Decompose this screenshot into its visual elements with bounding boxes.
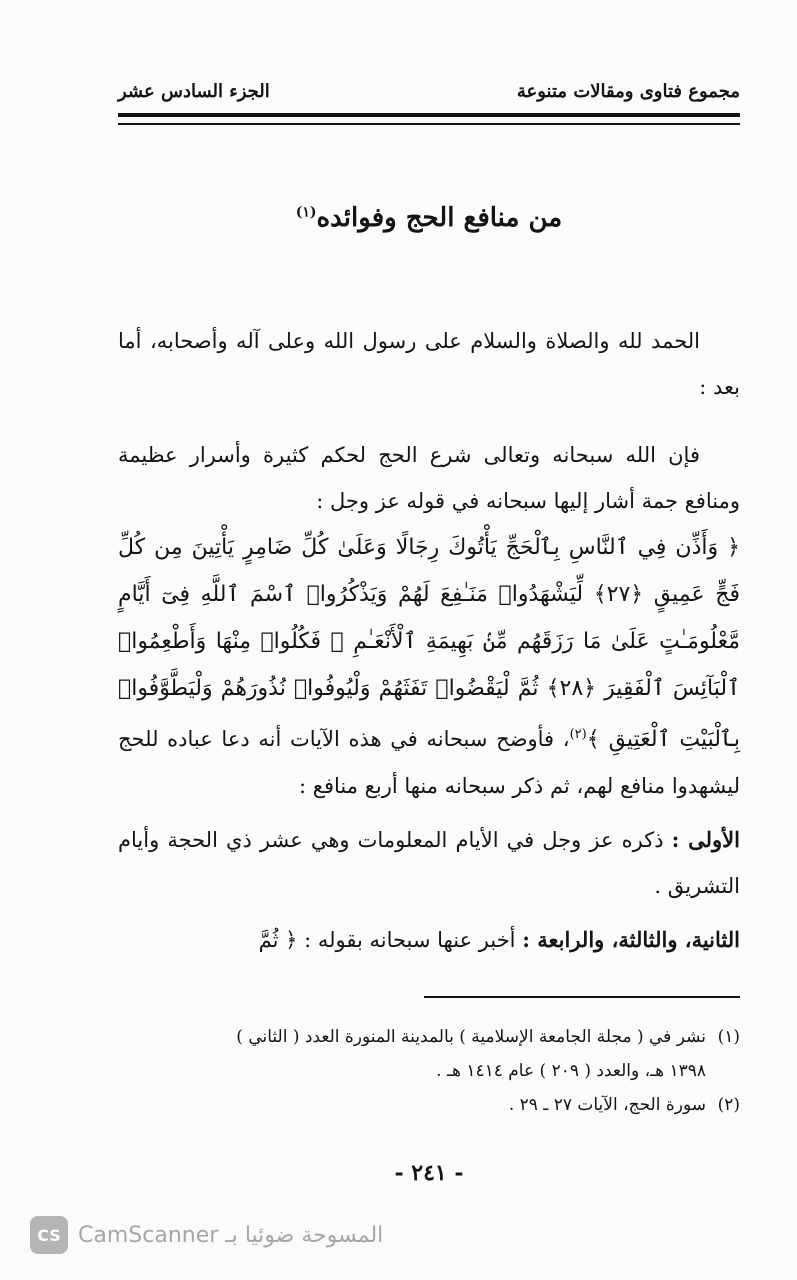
paragraph-other-benefits — [118, 917, 740, 963]
header-rule-thick — [118, 113, 740, 117]
footnote-rule — [424, 996, 740, 998]
scanner-watermark — [30, 1210, 470, 1260]
other-benefits-text: أخبر عنها سبحانه بقوله : ﴿ ثُمَّ — [258, 928, 516, 952]
page-title — [118, 203, 740, 233]
footnote-1-number: (١) — [717, 1027, 740, 1047]
footnote-2 — [118, 1088, 740, 1122]
footnote-1-line1: نشر في ( مجلة الجامعة الإسلامية ) بالمدينة المنورة العدد ( الثاني ) — [236, 1027, 706, 1047]
page-number: - ٢٤١ - — [394, 1160, 464, 1186]
paragraph-explanation: ، فأوضح سبحانه في هذه الآيات أنه دعا عباده للحج ليشهدوا منافع لهم، ثم ذكر سبحانه منها أربع منافع : — [118, 727, 740, 798]
paragraph-first-benefit — [118, 817, 740, 909]
header-rule-thin — [118, 123, 740, 125]
quran-verse: ﴿ وَأَذِّن فِي ٱلنَّاسِ بِٱلْحَجِّ يَأْتُوكَ رِجَالًا وَعَلَىٰ كُلِّ ضَامِرٍ يَأْتِينَ مِن كُلِّ فَجٍّ عَمِيقٍ ﴿٢٧﴾ لِّيَشْهَدُوا۟ مَنَـٰفِعَ لَهُمْ وَيَذْكُرُوا۟ ٱسْمَ ٱللَّهِ فِىٓ أَيَّامٍ مَّعْلُومَـٰتٍ عَلَىٰ مَا رَزَقَهُم مِّنۢ بَهِيمَةِ ٱلْأَنْعَـٰمِ ۖ فَكُلُوا۟ مِنْهَا وَأَطْعِمُوا۟ ٱلْبَآئِسَ ٱلْفَقِيرَ ﴿٢٨﴾ ثُمَّ لْيَقْضُوا۟ تَفَثَهُمْ وَلْيُوفُوا۟ نُذُورَهُمْ وَلْيَطَّوَّفُوا۟ بِٱلْبَيْتِ ٱلْعَتِيقِ ﴾ — [118, 535, 741, 752]
title-text: من منافع الحج وفوائده — [316, 203, 563, 233]
footnote-2-text: سورة الحج، الآيات ٢٧ ـ ٢٩ . — [508, 1095, 706, 1115]
paragraph-quran — [118, 524, 740, 809]
paragraph-hajj: فإن الله سبحانه وتعالى شرع الحج لحكم كثيرة وأسرار عظيمة ومنافع جمة أشار إليها سبحانه في قوله عز وجل : — [118, 443, 740, 513]
header-volume: الجزء السادس عشر — [118, 80, 270, 102]
footnotes — [118, 1020, 740, 1122]
header-book-title: مجموع فتاوى ومقالات متنوعة — [516, 80, 740, 102]
paragraph-intro: الحمد لله والصلاة والسلام على رسول الله وعلى آله وأصحابه، أما بعد : — [118, 329, 740, 399]
title-footnote-marker: (١) — [295, 204, 317, 221]
running-header — [118, 76, 740, 106]
other-benefits-label: الثانية، والثالثة، والرابعة : — [522, 927, 740, 952]
footnote-2-number: (٢) — [717, 1095, 740, 1115]
body-text — [118, 318, 740, 963]
first-benefit-text: ذكره عز وجل في الأيام المعلومات وهي عشر ذي الحجة وأيام التشريق . — [118, 828, 740, 898]
quran-footnote-marker: (٢) — [569, 727, 587, 742]
camscanner-logo-icon: CS — [30, 1216, 68, 1254]
footnote-1 — [118, 1020, 740, 1054]
footnote-1-continuation: ١٣٩٨ هـ، والعدد ( ٢٠٩ ) عام ١٤١٤ هـ . — [436, 1061, 706, 1081]
watermark-text: CamScanner المسوحة ضوئيا بـ — [78, 1222, 384, 1248]
first-benefit-label: الأولى : — [671, 827, 740, 852]
